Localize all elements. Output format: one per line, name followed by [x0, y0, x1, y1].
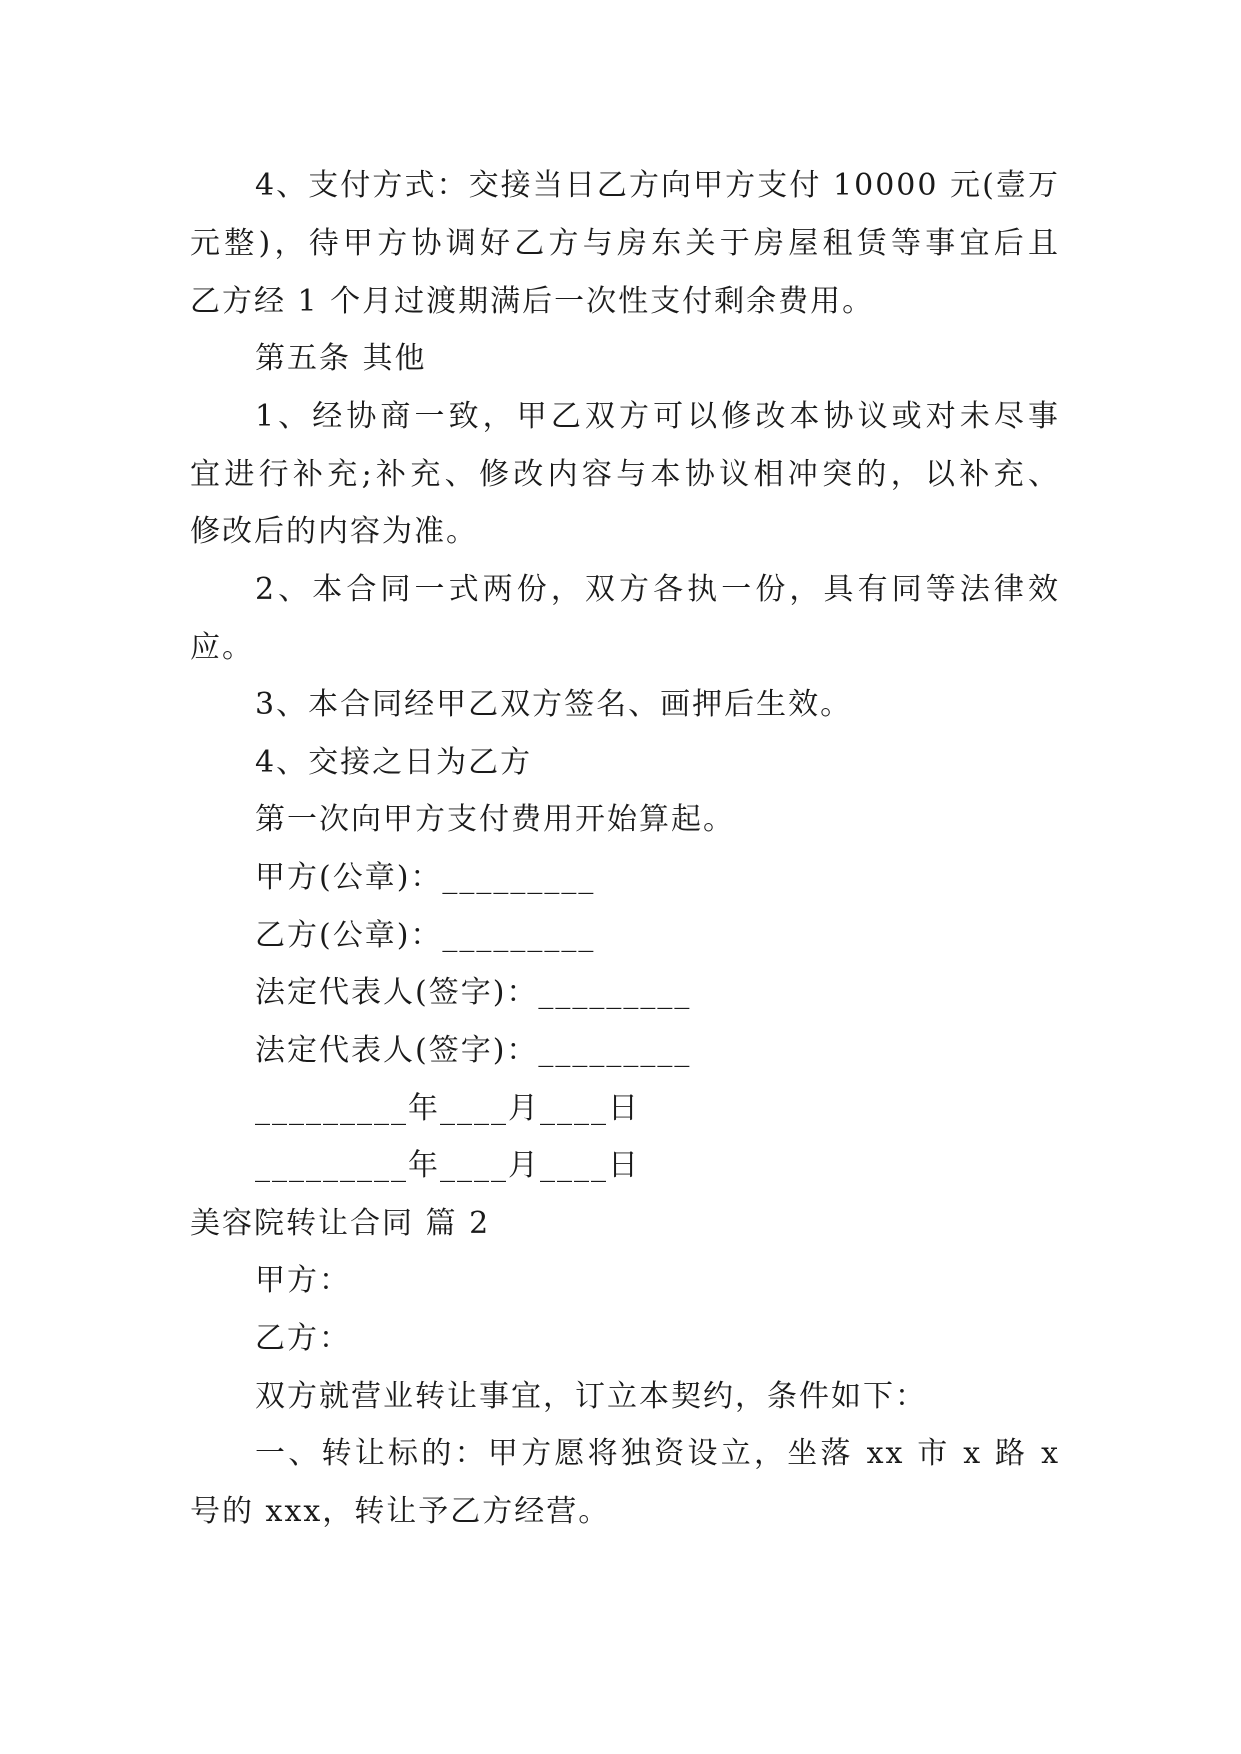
paragraph-line: 修改后的内容为准。: [190, 514, 478, 549]
section-title: 美容院转让合同 篇 2: [190, 1206, 491, 1241]
paragraph-line: 一、转让标的：甲方愿将独资设立，坐落 xx 市 x 路 x: [255, 1436, 1060, 1471]
paragraph-line: 元整)，待甲方协调好乙方与房东关于房屋租赁等事宜后且: [190, 226, 1060, 261]
paragraph-line: 双方就营业转让事宜，订立本契约，条件如下：: [255, 1379, 927, 1414]
paragraph-line: 3、本合同经甲乙双方签名、画押后生效。: [255, 687, 853, 722]
party-a-label: 甲方：: [255, 1263, 351, 1298]
signature-line-representative: 法定代表人(签字)：_________: [255, 1033, 692, 1068]
paragraph-line: 4、交接之日为乙方: [255, 745, 533, 780]
signature-line-party-a: 甲方(公章)：_________: [255, 860, 596, 895]
paragraph-line: 号的 xxx，转让予乙方经营。: [190, 1494, 611, 1529]
paragraph-line: 4、支付方式：交接当日乙方向甲方支付 10000 元(壹万: [255, 168, 1060, 203]
paragraph-line: 应。: [190, 630, 254, 665]
signature-line-representative: 法定代表人(签字)：_________: [255, 975, 692, 1010]
paragraph-line: 宜进行补充;补充、修改内容与本协议相冲突的，以补充、: [190, 457, 1060, 492]
paragraph-line: 乙方经 1 个月过渡期满后一次性支付剩余费用。: [190, 284, 875, 319]
section-heading: 第五条 其他: [255, 341, 427, 376]
date-line: _________年____月____日: [255, 1148, 640, 1183]
paragraph-line: 2、本合同一式两份，双方各执一份，具有同等法律效: [255, 572, 1060, 607]
date-line: _________年____月____日: [255, 1091, 640, 1126]
party-b-label: 乙方：: [255, 1321, 351, 1356]
paragraph-line: 第一次向甲方支付费用开始算起。: [255, 802, 735, 837]
paragraph-line: 1、经协商一致，甲乙双方可以修改本协议或对未尽事: [255, 399, 1060, 434]
signature-line-party-b: 乙方(公章)：_________: [255, 918, 596, 953]
